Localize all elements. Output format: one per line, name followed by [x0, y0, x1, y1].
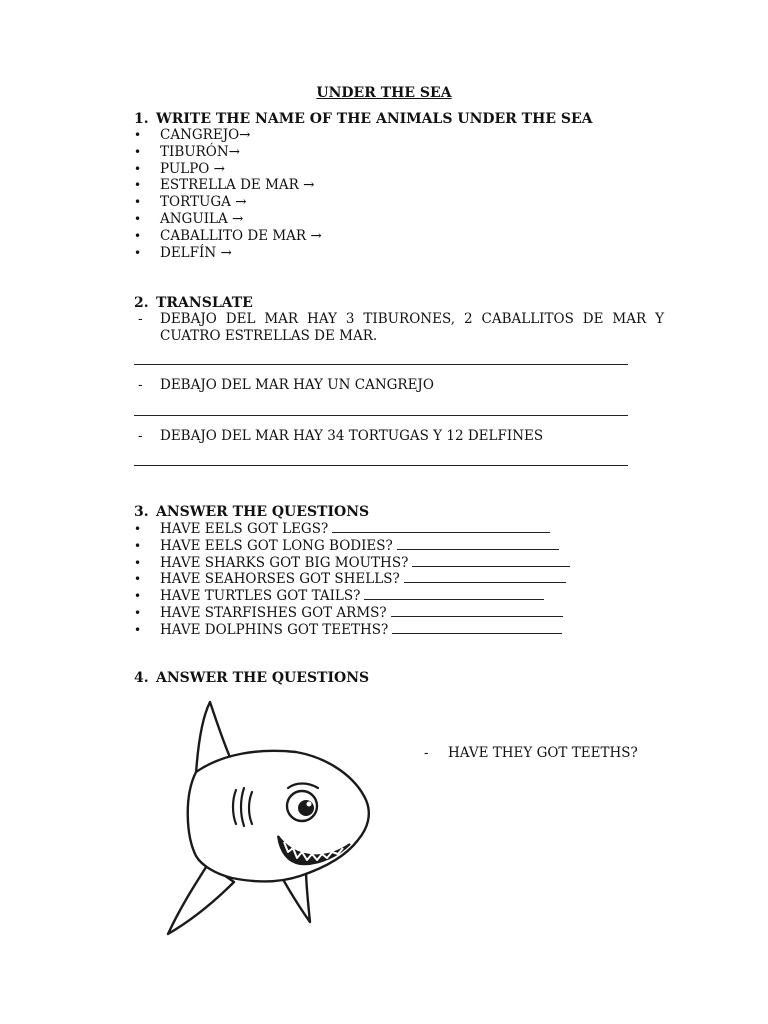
- translate-item-2: - DEBAJO DEL MAR HAY UN CANGREJO: [138, 377, 434, 393]
- bullet-icon: •: [134, 589, 142, 604]
- answer-blank[interactable]: [332, 520, 550, 533]
- answer-line-3[interactable]: [134, 465, 628, 466]
- list-item: • HAVE EELS GOT LONG BODIES?: [134, 537, 570, 554]
- dash-marker: -: [424, 745, 429, 761]
- list-item: • TORTUGA →: [134, 194, 247, 211]
- bullet-icon: •: [134, 605, 142, 620]
- question-list: [134, 520, 570, 638]
- bullet-icon: •: [134, 195, 142, 210]
- bullet-icon: •: [134, 555, 142, 570]
- shark-cartoon-icon: [160, 696, 400, 942]
- section-3-heading: [134, 504, 369, 520]
- answer-blank[interactable]: [391, 604, 563, 617]
- section-2-heading: [134, 295, 253, 311]
- list-item: • PULPO →: [134, 160, 225, 177]
- answer-blank[interactable]: [412, 554, 570, 567]
- bullet-icon: •: [134, 178, 142, 193]
- list-item: • CABALLITO DE MAR →: [134, 227, 322, 244]
- section-2-title: TRANSLATE: [156, 295, 253, 311]
- answer-blank[interactable]: [364, 587, 544, 600]
- section-2-number: 2.: [134, 295, 149, 311]
- list-item: • CANGREJO→: [134, 127, 251, 143]
- animal-list: [134, 127, 322, 261]
- bullet-icon: •: [134, 622, 142, 637]
- section-4-heading: [134, 670, 369, 686]
- answer-line-2[interactable]: [134, 415, 628, 416]
- answer-blank[interactable]: [392, 621, 562, 634]
- list-item: • HAVE EELS GOT LEGS?: [134, 520, 570, 537]
- list-item: • TIBURÓN→: [134, 143, 240, 160]
- bullet-icon: •: [134, 128, 142, 142]
- dash-marker: -: [138, 428, 143, 444]
- list-item: • HAVE TURTLES GOT TAILS?: [134, 587, 570, 604]
- dash-marker: -: [138, 311, 143, 327]
- list-item: • HAVE DOLPHINS GOT TEETHS?: [134, 621, 570, 638]
- answer-line-1[interactable]: [134, 364, 628, 365]
- bullet-icon: •: [134, 522, 142, 536]
- page-title: UNDER THE SEA: [316, 85, 452, 101]
- shark-question: - HAVE THEY GOT TEETHS?: [424, 745, 638, 761]
- section-3-number: 3.: [134, 504, 149, 520]
- list-item: • HAVE SHARKS GOT BIG MOUTHS?: [134, 554, 570, 571]
- bullet-icon: •: [134, 245, 142, 260]
- bullet-icon: •: [134, 211, 142, 226]
- bullet-icon: •: [134, 538, 142, 553]
- answer-blank[interactable]: [397, 537, 559, 550]
- list-item: • DELFÍN →: [134, 244, 232, 261]
- list-item: • ESTRELLA DE MAR →: [134, 177, 315, 194]
- dash-marker: -: [138, 377, 143, 393]
- bullet-icon: •: [134, 144, 142, 159]
- section-3-title: ANSWER THE QUESTIONS: [156, 504, 370, 520]
- translate-item-3: - DEBAJO DEL MAR HAY 34 TORTUGAS Y 12 DELFINES: [138, 428, 544, 444]
- list-item: • HAVE STARFISHES GOT ARMS?: [134, 604, 570, 621]
- bullet-icon: •: [134, 572, 142, 587]
- section-4-title: ANSWER THE QUESTIONS: [156, 670, 370, 686]
- section-1-title: WRITE THE NAME OF THE ANIMALS UNDER THE SEA: [156, 111, 593, 127]
- answer-blank[interactable]: [404, 570, 566, 583]
- section-4-number: 4.: [134, 670, 149, 686]
- list-item: • ANGUILA →: [134, 210, 244, 227]
- bullet-icon: •: [134, 228, 142, 243]
- bullet-icon: •: [134, 161, 142, 176]
- section-1-heading: [134, 111, 593, 127]
- list-item: • HAVE SEAHORSES GOT SHELLS?: [134, 570, 570, 587]
- section-1-number: 1.: [134, 111, 149, 127]
- translate-item-1: - DEBAJO DEL MAR HAY 3 TIBURONES, 2 CABALLITOS DE MAR Y CUATRO ESTRELLAS DE MAR.: [138, 311, 664, 344]
